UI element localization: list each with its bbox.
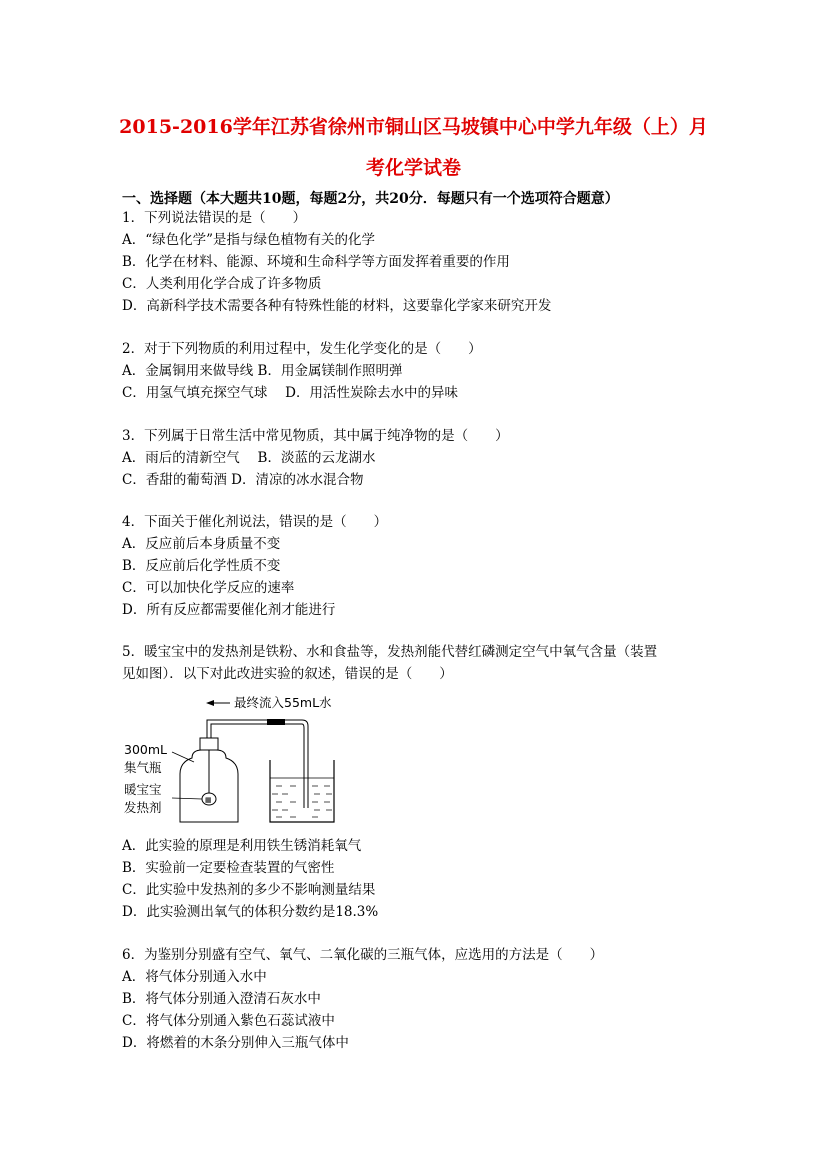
question-6: [122, 944, 722, 1054]
question-4: [122, 511, 722, 621]
option-b: B．实验前一定要检查装置的气密性: [122, 860, 335, 876]
options-ab: A．金属铜用来做导线 B．用金属镁制作照明弹: [122, 363, 403, 379]
water-dashes: [272, 786, 332, 817]
flow-arrow-head: [206, 700, 214, 706]
option-c: C．将气体分别通入紫色石蕊试液中: [122, 1013, 335, 1029]
glass-tube-right-inner: [302, 724, 304, 808]
option-a: A．反应前后本身质量不变: [122, 536, 281, 552]
apparatus-figure: [122, 690, 362, 830]
section-heading: 一、选择题（本大题共10题，每题2分，共20分．每题只有一个选项符合题意）: [122, 191, 619, 207]
option-d: D．所有反应都需要催化剂才能进行: [122, 602, 336, 618]
option-d: D．将燃着的木条分别伸入三瓶气体中: [122, 1035, 349, 1051]
question-stem-line1: 5．暖宝宝中的发热剂是铁粉、水和食盐等，发热剂能代替红磷测定空气中氧气含量（装置: [122, 644, 658, 660]
glass-tube-left: [207, 720, 302, 738]
options-ab: A．雨后的清新空气 B．淡蓝的云龙湖水: [122, 450, 376, 466]
option-b: B．将气体分别通入澄清石灰水中: [122, 991, 321, 1007]
rubber-connector: [267, 719, 285, 725]
bottle-pointer: [172, 752, 194, 762]
option-d: D．高新科学技术需要各种有特殊性能的材料，这要靠化学家来研究开发: [122, 298, 552, 314]
exam-title-line1: 2015-2016学年江苏省徐州市铜山区马坡镇中心中学九年级（上）月: [119, 116, 708, 138]
question-2: [122, 338, 722, 404]
flow-label: 最终流入55mL水: [234, 695, 332, 710]
option-a: A．“绿色化学”是指与绿色植物有关的化学: [122, 232, 376, 248]
question-stem: 3．下列属于日常生活中常见物质，其中属于纯净物的是（ ）: [122, 428, 509, 444]
options-cd: C．用氢气填充探空气球 D．用活性炭除去水中的异味: [122, 385, 458, 401]
option-b: B．反应前后化学性质不变: [122, 558, 281, 574]
bottle-label-name: 集气瓶: [124, 760, 162, 775]
option-a: A．将气体分别通入水中: [122, 969, 267, 985]
glass-tube-left-inner: [211, 724, 302, 738]
question-stem: 6．为鉴别分别盛有空气、氧气、二氧化碳的三瓶气体，应选用的方法是（ ）: [122, 947, 604, 963]
question-stem: 4．下面关于催化剂说法，错误的是（ ）: [122, 514, 388, 530]
question-5-stem: [122, 641, 722, 685]
heating-pack-mark: ▦: [205, 796, 212, 804]
option-c: C．人类利用化学合成了许多物质: [122, 276, 322, 292]
glass-tube-right: [302, 720, 308, 808]
question-5-options: [122, 835, 722, 923]
beaker: [270, 760, 334, 822]
bottle-stopper: [200, 738, 218, 750]
exam-title-line2: 考化学试卷: [365, 157, 461, 179]
bottle-label-volume: 300mL: [124, 742, 167, 757]
agent-label-line2: 发热剂: [124, 800, 162, 815]
option-b: B．化学在材料、能源、环境和生命科学等方面发挥着重要的作用: [122, 254, 510, 270]
option-c: C．可以加快化学反应的速率: [122, 580, 295, 596]
question-stem: 1．下列说法错误的是（ ）: [122, 210, 307, 226]
option-a: A．此实验的原理是利用铁生锈消耗氧气: [122, 838, 362, 854]
question-stem: 2．对于下列物质的利用过程中，发生化学变化的是（ ）: [122, 341, 482, 357]
agent-label-line1: 暖宝宝: [124, 782, 162, 797]
options-cd: C．香甜的葡萄酒 D．清凉的冰水混合物: [122, 472, 364, 488]
option-d: D．此实验测出氧气的体积分数约是18.3%: [122, 904, 379, 920]
option-c: C．此实验中发热剂的多少不影响测量结果: [122, 882, 376, 898]
question-3: [122, 425, 722, 491]
apparatus-diagram: [122, 690, 362, 830]
question-1: [122, 207, 722, 317]
question-stem-line2: 见如图）．以下对此改进实验的叙述，错误的是（ ）: [122, 666, 453, 682]
